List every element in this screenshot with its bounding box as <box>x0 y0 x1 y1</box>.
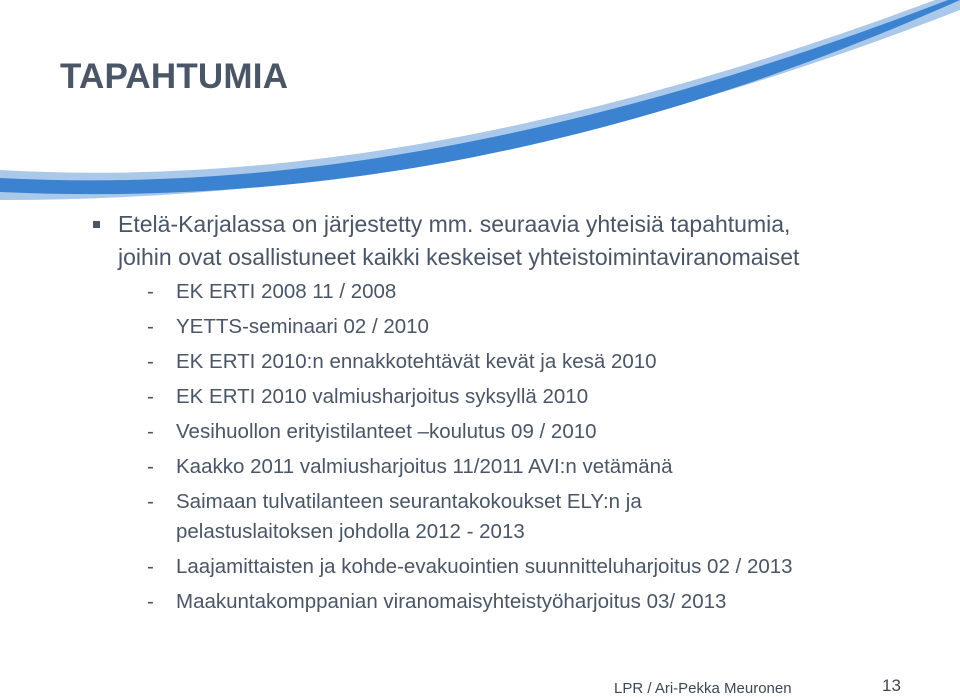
list-item-text: EK ERTI 2008 11 / 2008 <box>176 280 397 303</box>
lead-bullet <box>90 208 930 274</box>
square-bullet-icon <box>93 221 100 228</box>
list-item-text: Vesihuollon erityistilanteet –koulutus 09 / 2010 <box>176 420 597 443</box>
dash-marker: - <box>147 590 154 613</box>
dash-marker: - <box>147 315 154 338</box>
list-item <box>90 382 930 412</box>
dash-marker: - <box>147 420 154 443</box>
dash-marker: - <box>147 280 154 303</box>
list-item-text: EK ERTI 2010:n ennakkotehtävät kevät ja kesä 2010 <box>176 350 657 373</box>
dash-marker: - <box>147 490 154 513</box>
page-number: 13 <box>882 676 901 695</box>
list-item <box>90 312 930 342</box>
slide-title: TAPAHTUMIA <box>60 57 289 96</box>
event-list <box>90 277 930 617</box>
lead-text-line-2: joihin ovat osallistuneet kaikki keskeiset yhteistoimintaviranomaiset <box>118 244 800 270</box>
list-item-text-continuation: pelastuslaitoksen johdolla 2012 - 2013 <box>176 520 525 543</box>
list-item <box>90 452 930 482</box>
list-item-text: Saimaan tulvatilanteen seurantakokoukset ELY:n ja <box>176 490 642 513</box>
lead-text-line-1: Etelä-Karjalassa on järjestetty mm. seuraavia yhteisiä tapahtumia, <box>118 211 791 237</box>
list-item <box>90 487 930 547</box>
slide-content <box>90 208 930 622</box>
dash-marker: - <box>147 385 154 408</box>
list-item-text: Maakuntakomppanian viranomaisyhteistyöharjoitus 03/ 2013 <box>176 590 727 613</box>
list-item-text: EK ERTI 2010 valmiusharjoitus syksyllä 2010 <box>176 385 589 408</box>
list-item <box>90 347 930 377</box>
list-item-text: Laajamittaisten ja kohde-evakuointien suunnitteluharjoitus 02 / 2013 <box>176 555 793 578</box>
list-item-text: YETTS-seminaari 02 / 2010 <box>176 315 429 338</box>
list-item <box>90 417 930 447</box>
footer-author: LPR / Ari-Pekka Meuronen <box>614 680 792 697</box>
header-swoosh-decoration <box>0 0 960 230</box>
list-item <box>90 277 930 307</box>
list-item <box>90 587 930 617</box>
dash-marker: - <box>147 555 154 578</box>
list-item-text: Kaakko 2011 valmiusharjoitus 11/2011 AVI:n vetämänä <box>176 455 673 478</box>
list-item <box>90 552 930 582</box>
dash-marker: - <box>147 455 154 478</box>
dash-marker: - <box>147 350 154 373</box>
